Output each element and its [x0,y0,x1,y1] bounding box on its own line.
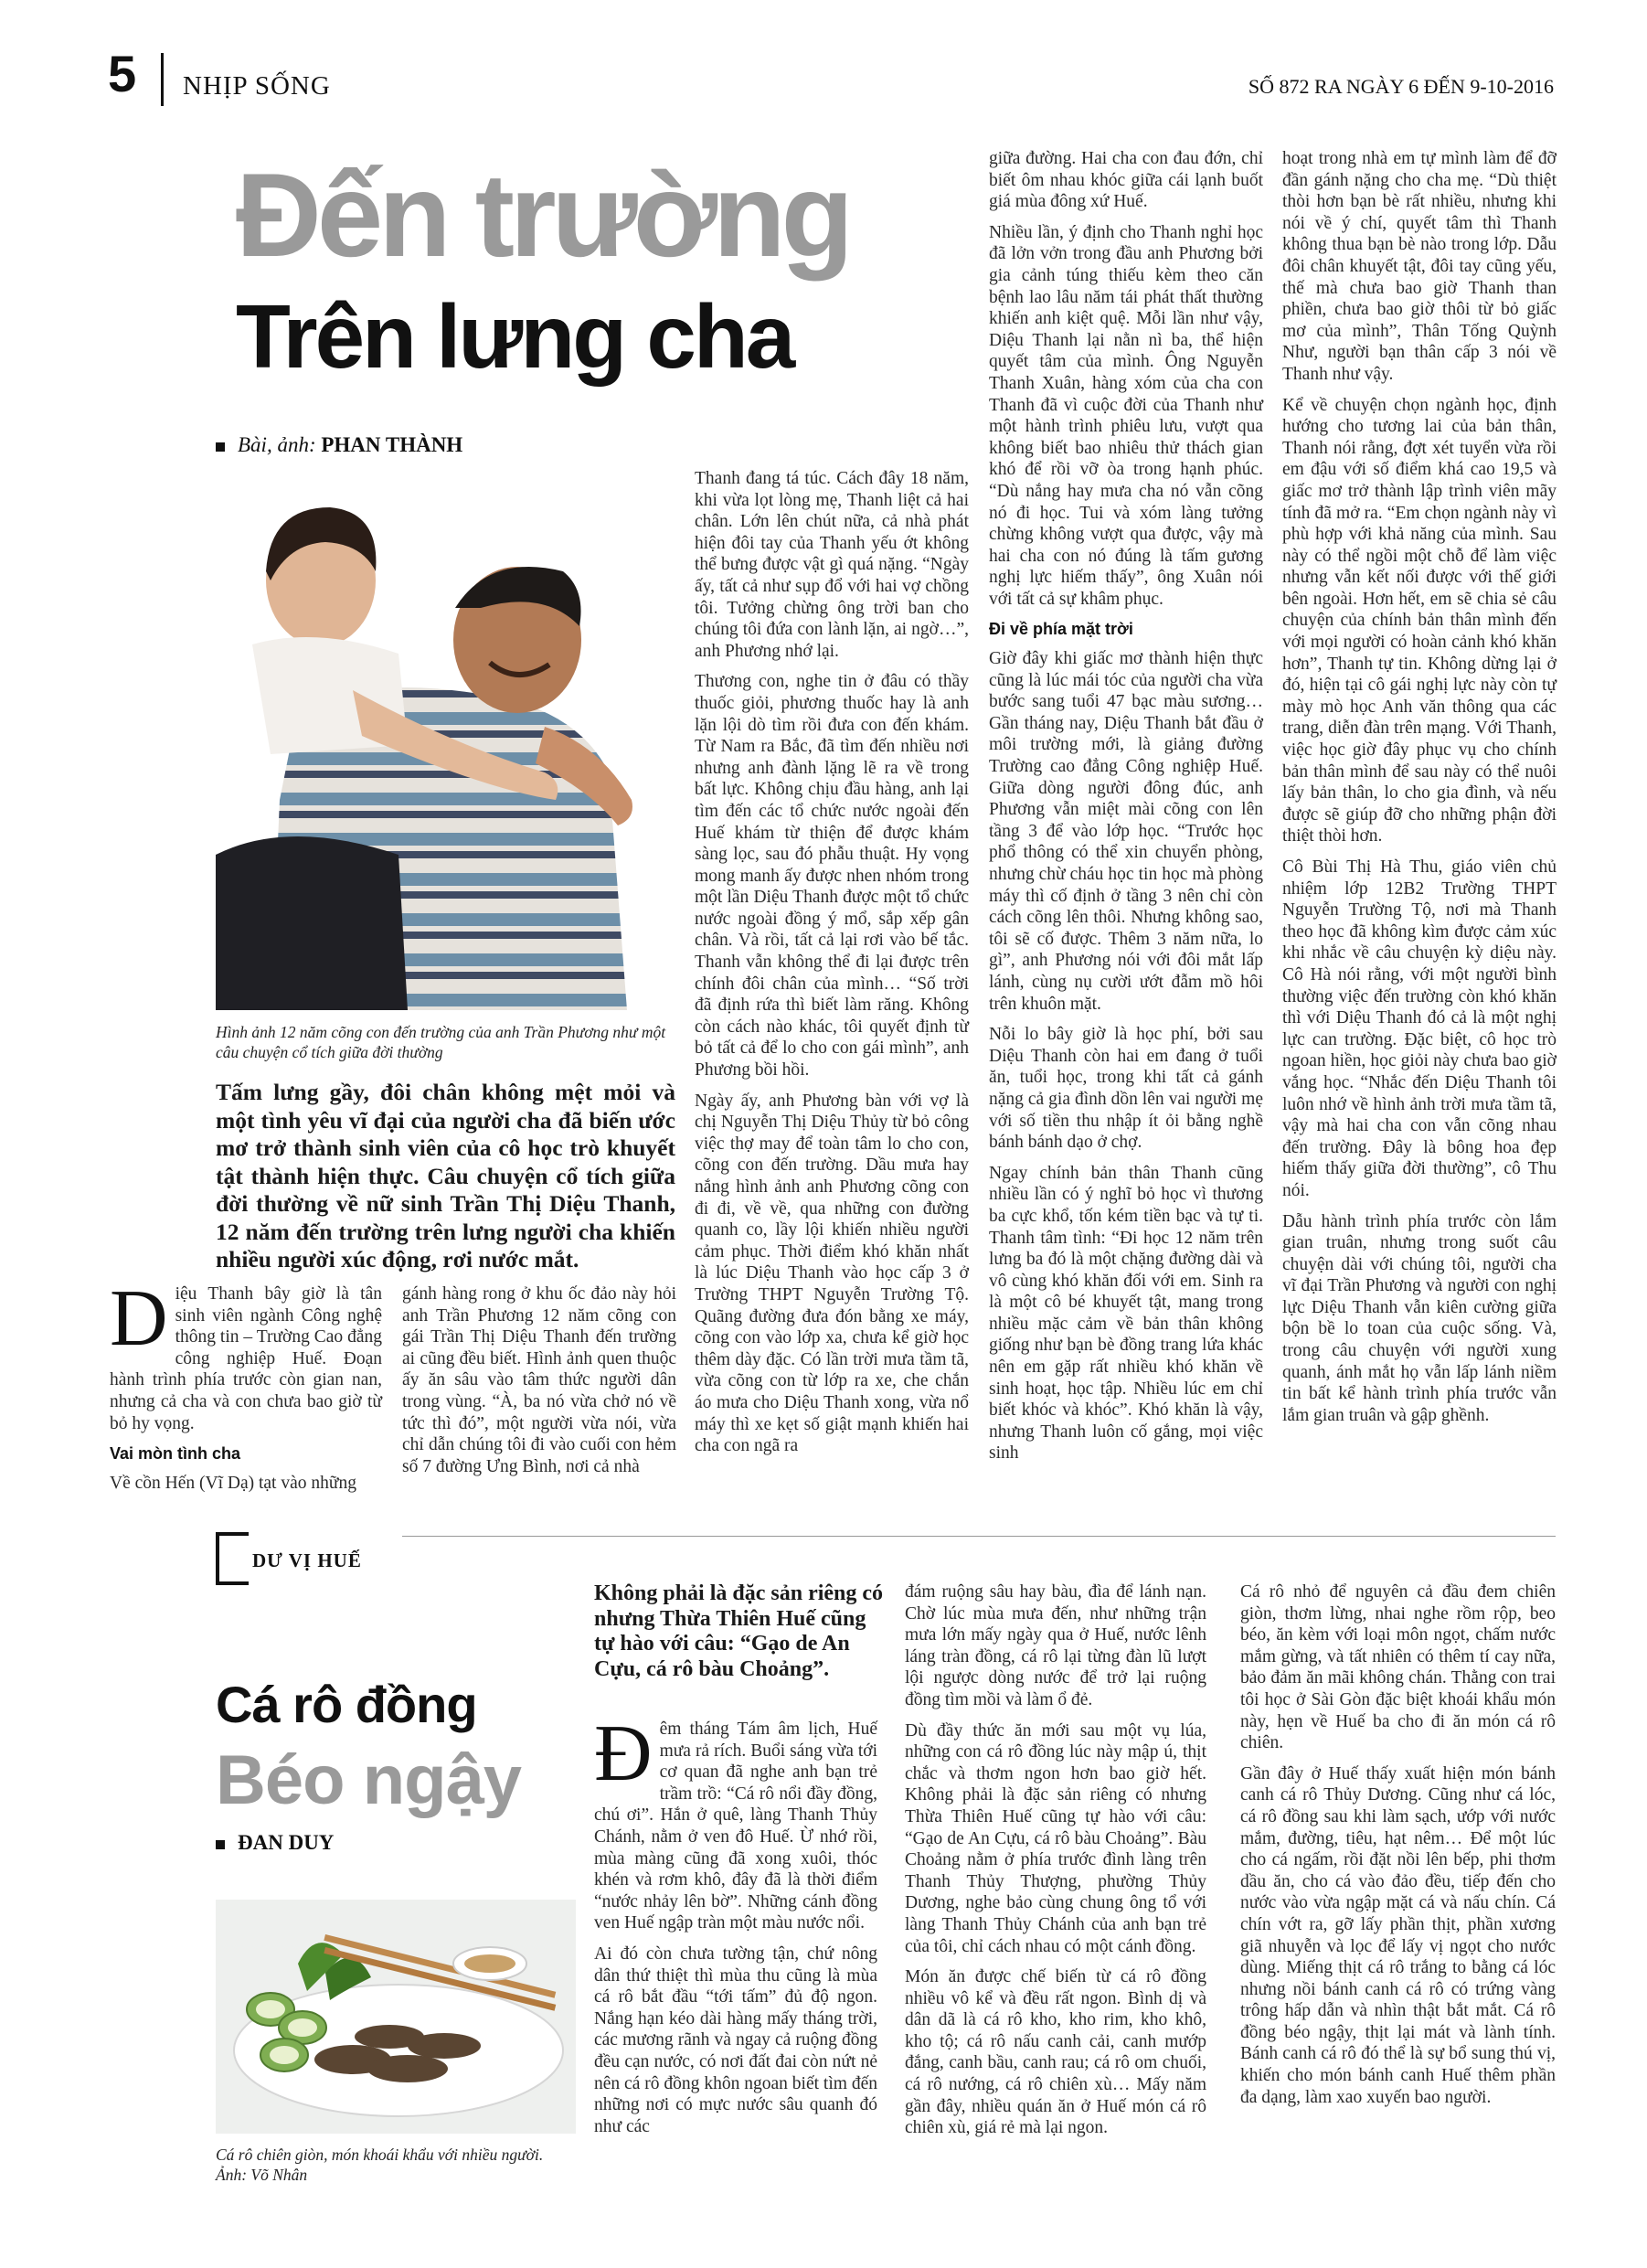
byline-square-icon [216,1840,225,1849]
article2-column-3 [1240,1581,1556,2117]
header-divider [161,53,164,106]
paragraph: Thương con, nghe tin ở đâu có thầy thuốc giỏi, phương thuốc hay là anh lặn lội dò tìm rồi đưa con đến khám. Từ Nam ra Bắc, đã tìm đến nhiều nơi nhưng anh đành lặng lẽ ra về trong bất lực. Không chịu đầu hàng, anh lại tìm đến các tổ chức nước ngoài đến Huế khám từ thiện để được khám sàng lọc, sau đó phẫu thuật. Hy vọng mong manh ấy được nhen nhóm trong một lần Diệu Thanh được một tổ chức nước ngoài đồng ý mổ, sắp xếp gân chân. Và rồi, tất cả lại rơi vào bế tắc. Thanh vẫn không thể đi lại được trên chính đôi chân của mình… “Số trời đã định rứa thì biết làm răng. Không còn cách nào khác, tôi quyết định từ bỏ tất cả để lo cho con gái mình”, anh Phương bồi hồi. [695,672,969,1081]
paragraph: gánh hàng rong ở khu ốc đảo này hỏi anh Trần Phương 12 năm cõng con gái Trần Thị Diệu Thanh đến trường ai cũng đều biết. Hình ảnh quen thuộc ấy ăn sâu vào tâm thức người dân trong vùng. “À, ba nó vừa chở nó về tức thì đó”, một người vừa nói, vừa chỉ dẫn chúng tôi đi vào cuối con hẻm số 7 đường Ưng Bình, nơi cả nhà [402,1284,676,1476]
page-number: 5 [108,45,137,102]
article2-highlight: Không phải là đặc sản riêng có nhưng Thừa Thiên Huế cũng tự hào với câu: “Gạo de An Cựu, cá rô bàu Choảng”. [594,1581,884,1681]
paragraph: Gần đây ở Huế thấy xuất hiện món bánh canh cá rô Thủy Dương. Cũng như cá lóc, cá rô đồng sau khi làm sạch, ướp với nước mắm, đường, tiêu, hạt nêm… Để một lúc cho cá ngấm, rồi đặt nồi lên bếp, phi thơm dầu ăn, cho cá vào đảo đều, tiếp đến cho nước vào vừa ngập mặt cá và nấu chín. Cá chín vớt ra, gỡ lấy phần thịt, phần xương giã nhuyễn và lọc để lấy vị ngọt cho nước dùng. Miếng thịt cá rô trắng to bằng cá lóc nhưng nồi bánh canh cá rô có trứng vàng trông hấp dẫn và nhìn thật bắt mắt. Cá rô đồng béo ngậy, thịt lại mát và lành tính. Bánh canh cá rô đó thể là sự bổ sung thú vị, khiến cho món bánh canh Huế thêm phần đa dạng, làm xao xuyến bao người. [1240,1763,1556,2107]
subheading: Vai mòn tình cha [110,1444,241,1464]
article2-title-line2: Béo ngậy [216,1741,522,1819]
paragraph: Dẫu hành trình phía trước còn lắm gian truân, nhưng trong suốt câu chuyện dài với chúng tôi, người cha vĩ đại Trần Phương và người con nghị lực Diệu Thanh vẫn kiên cường giữa bộn bề lo toan của cuộc sống. Và, trong câu chuyện với người xung quanh, ánh mắt họ vẫn lấp lánh niềm tin bất kể hành trình phía trước vẫn lắm gian truân và gập ghềnh. [1282,1211,1557,1425]
paragraph: giữa đường. Hai cha con đau đớn, chỉ biết ôm nhau khóc giữa cái lạnh buốt giá mùa đông xứ Huế. [989,149,1263,212]
paragraph: đám ruộng sâu hay bàu, đìa để lánh nạn. Chờ lúc mùa mưa đến, như những trận mưa lớn mấy ngày qua ở Huế, nước lênh láng tràn đồng, cá rô lại từng đàn lũ lượt lội ngược dòng nước để trở lại ruộng đồng tìm mồi và làm ổ đẻ. [905,1582,1206,1709]
article2-photo-caption: Cá rô chiên giòn, món khoái khẩu với nhiều người. Ảnh: Võ Nhân [216,2146,544,2184]
article1-column-1 [110,1274,382,1503]
paragraph: Ngày ấy, anh Phương bàn với vợ là chị Nguyễn Thị Diệu Thủy từ bỏ công việc thợ may để toàn tâm lo cho con, cõng con đến trường. Dầu mưa hay nắng hình ảnh anh Phương cõng con đi đi, về về, qua những con đường quanh co, lầy lội khiến nhiều người cảm phục. Thời điểm khó khăn nhất là lúc Diệu Thanh vào học cấp 3 ở Trường THPT Nguyễn Trường Tộ. Quãng đường đưa đón bằng xe máy, cõng con vào lớp xa, chưa kể giờ học thêm dày đặc. Có lần trời mưa tầm tã, vừa cõng con từ lớp ra xe, che chắn áo mưa cho Diệu Thanh xong, vừa nổ máy thì xe kẹt số giật mạnh khiến hai cha con ngã ra [695,1091,969,1456]
article2-column-1 [594,1709,877,2146]
dropcap: D [110,1274,168,1363]
article1-column-5 [1282,148,1557,1435]
paragraph: Cô Bùi Thị Hà Thu, giáo viên chủ nhiệm lớp 12B2 Trường THPT Nguyễn Trường Tộ, nơi mà Thanh theo học đã không kìm được cảm xúc khi nhắc về câu chuyện kỳ diệu này. Cô Hà nói rằng, với một người bình thường việc đến trường còn khó khăn thì với Diệu Thanh đó cả là một nghị lực can trường. Đặc biệt, cô học trò ngoan hiền, học giỏi này chưa bao giờ vắng học. “Nhắc đến Diệu Thanh tôi luôn nhớ về hình ảnh trời mưa tầm tã, vậy mà hai cha con vẫn cõng nhau đến trường. Đây là bông hoa đẹp hiếm thấy giữa đời thường”, cô Thu nói. [1282,857,1557,1200]
photo-caption: Hình ảnh 12 năm cõng con đến trường của anh Trần Phương như một câu chuyện cổ tích giữa đời thường [216,1023,666,1061]
article-title-line1: Đến trường [236,148,849,282]
byline-author: ĐAN DUY [238,1831,335,1854]
paragraph: hoạt trong nhà em tự mình làm để đỡ đần gánh nặng cho cha mẹ. “Dù thiệt thòi hơn bạn bè rất nhiều, nhưng khi nói về ý chí, quyết tâm thì Thanh không thua bạn bè nào trong lớp. Dẫu đôi chân khuyết tật, đôi tay cũng yếu, thế mà chưa bao giờ Thanh than phiền, chưa bao giờ thôi từ bỏ giấc mơ của mình”, Thân Tống Quỳnh Như, người bạn thân cấp 3 nói về Thanh như vậy. [1282,149,1557,384]
article2-byline [216,1831,334,1855]
paragraph: Cá rô nhỏ để nguyên cả đầu đem chiên giòn, thơm lừng, nhai nghe rồm rộp, beo béo, ăn kèm với loại môn ngọt, chấm nước mắm gừng, và tất nhiên có thêm tí cay nữa, bảo đảm ăn mãi không chán. Thằng con trai tôi học ở Sài Gòn đặc biệt khoái khẩu món này, hẹn về Huế ba cho đi ăn món cá rô chiên. [1240,1582,1556,1753]
kicker-bracket-icon [216,1532,249,1585]
father-daughter-illustration [216,471,673,1010]
article-title-line2: Trên lưng cha [236,286,793,387]
section-divider [402,1536,1556,1537]
article2-photo [216,1900,576,2134]
fried-fish-illustration [216,1900,576,2134]
paragraph: Giờ đây khi giấc mơ thành hiện thực cũng là lúc mái tóc của người cha vừa bước sang tuổi 47 bạc màu sương… Gần tháng nay, Diệu Thanh bắt đầu ở môi trường mới, là giảng đường Trường cao đẳng Công nghiệp Huế. Giữa dòng người đông đúc, anh Phương vẫn miệt mài cõng con lên tầng 3 để vào lớp học. “Trước học phổ thông có thể xin chuyển phòng, nhưng chừ cháu học tin học mà phòng máy thì cố định ở tầng 3 nên chỉ còn cách cõng lên thôi. Nhưng không sao, tôi sẽ cố được. Thêm 3 năm nữa, lo gì”, anh Phương nói với đôi mắt lấp lánh, cùng nụ cười ướt đẫm mồ hôi trên khuôn mặt. [989,649,1263,1014]
dropcap: Đ [594,1709,653,1798]
paragraph: Thanh đang tá túc. Cách đây 18 năm, khi vừa lọt lòng mẹ, Thanh liệt cả hai chân. Lớn lên chút nữa, cả nhà phát hiện đôi tay của Thanh yếu ớt không thể bưng được vật gì quá nặng. “Ngày ấy, tất cả như sụp đổ với hai vợ chồng tôi. Tưởng chừng ông trời ban cho chúng tôi đứa con lành lặn, ai ngờ…”, anh Phương nhớ lại. [695,469,969,661]
byline [216,433,462,457]
paragraph: Dù đầy thức ăn mới sau một vụ lúa, những con cá rô đồng lúc này mập ú, thịt chắc và thơm ngon hơn bao giờ hết. Không phải là đặc sản riêng có nhưng Thừa Thiên Huế cũng tự hào với câu: “Gạo de An Cựu, cá rô bàu Choảng”. Bàu Choảng nằm ở phía trước đình làng trên Thanh Thủy Thượng, phường Thủy Dương, nghe bảo cùng chung ông tổ với làng Thanh Thủy Chánh của anh bạn trẻ của tôi, chỉ cách nhau có một cánh đồng. [905,1720,1206,1956]
paragraph: Về cồn Hến (Vĩ Dạ) tạt vào những [110,1473,356,1493]
byline-square-icon [216,442,225,452]
paragraph: iệu Thanh bây giờ là tân sinh viên ngành Công nghệ thông tin – Trường Cao đẳng công nghiệp Huế. Đoạn hành trình phía trước còn gian nan, nhưng cả cha và con chưa bao giờ từ bỏ hy vọng. [110,1284,382,1433]
section-title: NHỊP SỐNG [183,71,331,101]
paragraph: Nỗi lo bây giờ là học phí, bởi sau Diệu Thanh còn hai em đang ở tuổi ăn, tuổi học, trong khi tất cả gánh nặng cả gia đình dồn lên vai người mẹ với số tiền thu nhập ít ỏi bằng nghề bánh bánh dạo ở chợ. [989,1025,1263,1153]
paragraph: êm tháng Tám âm lịch, Huế mưa rả rích. Buổi sáng vừa tới cơ quan đã nghe anh bạn trẻ trầm trồ: “Cá rô nổi đầy đồng, chú ơi”. Hắn ở quê, làng Thanh Thủy Chánh, nằm ở ven đô Huế. Ừ nhớ rồi, mùa màng cũng đã xong xuôi, thóc khén và rơm khô, đây đã là thời điểm “nước nhảy lên bờ”. Những cánh đồng ven Huế ngập tràn một màu nước nổi. [594,1720,877,1933]
article2-column-2 [905,1581,1206,2148]
kicker-label: DƯ VỊ HUẾ [252,1549,362,1571]
subheading: Đi về phía mặt trời [989,620,1133,639]
article-photo [216,471,673,1010]
paragraph: Ngay chính bản thân Thanh cũng nhiều lần có ý nghĩ bỏ học vì thương ba cực khổ, tốn kém tiền bạc và tự ti. Thanh tâm tình: “Đi học 12 năm trên lưng ba đó là một chặng đường dài và vô cùng khó khăn đối với em. Sinh ra là một cô bé khuyết tật, mang trong nhiều mặc cảm về bản thân không giống như bạn bè đồng trang lứa khác nên em gặp rất nhiều khó khăn về sinh hoạt, học tập. Nhiều lúc em chỉ biết khóc và khóc”. Khó khăn là vậy, nhưng Thanh luôn cố gắng, mọi việc sinh [989,1163,1263,1464]
paragraph: Kể về chuyện chọn ngành học, định hướng cho tương lai của bản thân, Thanh nói rằng, đợt xét tuyển vừa rồi em đậu với số điểm khá cao 19,5 và giấc mơ trở thành lập trình viên mãy tính đã mở ra. “Em chọn ngành này vì phù hợp với khả năng của mình. Sau này có thể ngồi một chỗ để làm việc nhưng vẫn kết nối được với thế giới bên ngoài. Hơn hết, em sẽ chia sẻ câu chuyện của chính bản thân mình đến với mọi người có hoàn cảnh khó khăn hơn”, Thanh tự tin. Không dừng lại ở đó, hiện tại cô gái nghị lực này còn tự mày mò học Anh văn thông qua các trang, diễn đàn trên mạng. Với Thanh, việc học giờ đây phục vụ cho chính bản thân mình để sau này có thể nuôi lấy bản thân, lo cho gia đình, và nếu được sẽ giúp đỡ cho những phận đời thiệt thòi hơn. [1282,395,1557,847]
article-lead: Tấm lưng gầy, đôi chân không mệt mỏi và một tình yêu vĩ đại của người cha đã biến ước mơ trở thành sinh viên của cô học trò khuyết tật thành hiện thực. Câu chuyện cổ tích giữa đời thường về nữ sinh Trần Thị Diệu Thanh, 12 năm đến trường trên lưng người cha khiến nhiều người xúc động, rơi nước mắt. [216,1079,675,1272]
paragraph: Ai đó còn chưa tường tận, chứ nông dân thứ thiệt thì mùa thu cũng là mùa cá rô bắt đầu “tới tấm” đủ độ ngon. Nắng hạn kéo dài hàng mấy tháng trời, các mương rãnh và ngay cả ruộng đồng đều cạn nước, có nơi đất đai còn nứt nẻ nên cá rô đồng khôn ngoan biết tìm đến những nơi có mực nước sâu quanh đó như các [594,1943,877,2136]
article1-column-2 [402,1283,676,1486]
article2-title-line1: Cá rô đồng [216,1676,477,1733]
byline-author: PHAN THÀNH [321,433,463,456]
article1-column-3 [695,468,969,1466]
paragraph: Món ăn được chế biến từ cá rô đồng nhiều vô kể và đều rất ngon. Bình dị và dân dã là cá rô kho, kho rim, kho khô, kho tộ; cá rô nấu canh cải, canh mướp đắng, canh bầu, canh rau; cá rô om chuối, cá rô nướng, cá rô chiên xù… Mấy năm gần đây, nhiều quán ăn ở Huế món cá rô chiên xù, giá rẻ mà lại ngon. [905,1967,1206,2138]
paragraph: Nhiều lần, ý định cho Thanh nghỉ học đã lởn vởn trong đầu anh Phương bởi gia cảnh túng thiếu kèm theo căn bệnh lao lâu năm tái phát thất thường khiến anh kiệt quệ. Mỗi lần như vậy, Diệu Thanh lại nằn nì ba, thể hiện quyết tâm của mình. Ông Nguyễn Thanh Xuân, hàng xóm của cha con Thanh đã vì cuộc đời của Thanh như một hành trình phiêu lưu, vượt qua không biết bao nhiêu thử thách gian khó để rồi vỡ òa trong hạnh phúc. “Dù nắng hay mưa cha nó vẫn cõng nó đi học. Tui và xóm làng tưởng chừng không vượt qua được, vậy mà hai cha con nó đúng là tấm gương nghị lực hiếm thấy”, ông Xuân nói với tất cả sự khâm phục. [989,222,1263,609]
byline-label: Bài, ảnh: [238,433,316,456]
issue-info: SỐ 872 RA NGÀY 6 ĐẾN 9-10-2016 [1248,75,1554,98]
article1-column-4 [989,148,1263,1474]
